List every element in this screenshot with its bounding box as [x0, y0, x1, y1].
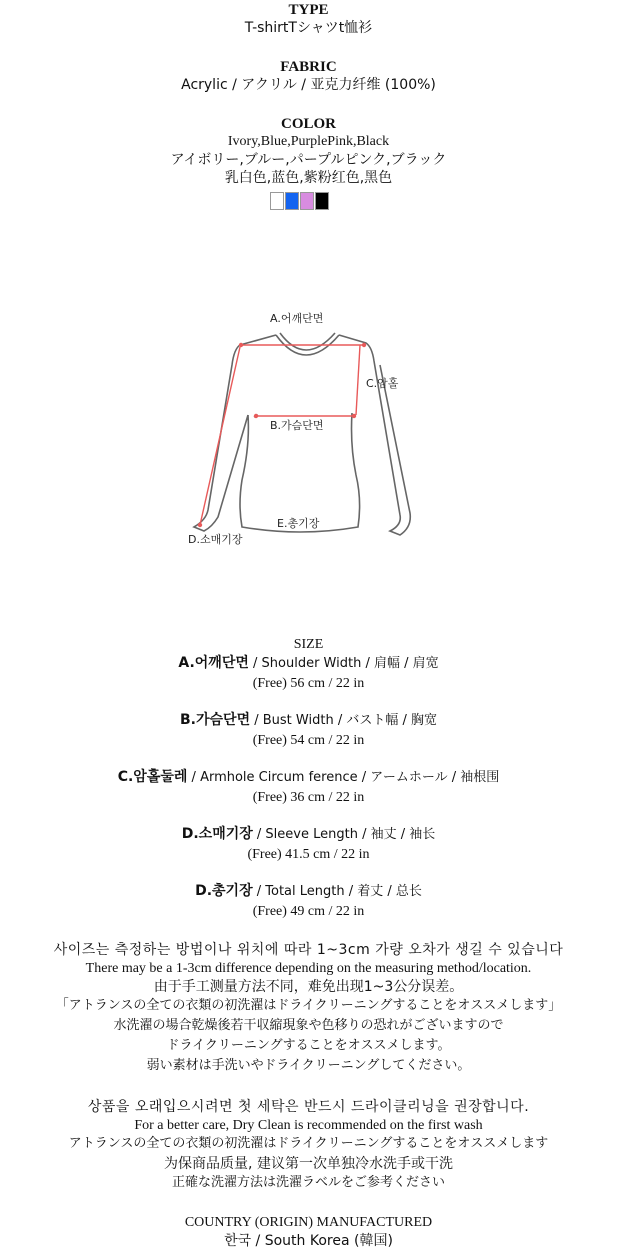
diagram-label-b: B.가슴단면 [270, 419, 324, 432]
size-item-value: (Free) 36 cm / 22 in [252, 790, 365, 805]
care-ko: 상품을 오래입으시려면 첫 세탁은 반드시 드라이클리닝을 권장합니다. [87, 1099, 530, 1115]
color-line-en: Ivory,Blue,PurplePink,Black [227, 134, 390, 149]
care-zh: 为保商品质量, 建议第一次单独冷水洗手或干洗 [164, 1156, 453, 1172]
note-ko: 사이즈는 측정하는 방법이나 위치에 따라 1~3cm 가량 오차가 생길 수 있습니다 [53, 942, 564, 958]
note-zh: 由于手工测量方法不同，难免出现1~3公分误差。 [153, 979, 464, 995]
diagram-label-e: E.총기장 [277, 517, 320, 530]
size-item-value: (Free) 54 cm / 22 in [252, 733, 365, 748]
size-item-code: D.소매기장 [181, 826, 253, 842]
color-swatches [270, 192, 329, 210]
size-item-code: A.어깨단면 [178, 655, 249, 671]
note-ja-4: 弱い素材は手洗いやドライクリーニングしてください。 [146, 1058, 471, 1073]
fabric-value: Acrylic / アクリル / 亚克力纤维 (100%) [181, 77, 436, 93]
note-en: There may be a 1-3cm difference depending on the measuring method/location. [85, 961, 532, 976]
size-item-value: (Free) 41.5 cm / 22 in [247, 847, 370, 862]
color-heading: COLOR [280, 116, 336, 132]
size-heading: SIZE [293, 637, 324, 652]
size-item-d [0, 825, 617, 844]
size-item-a [0, 654, 617, 673]
size-item-code: D.총기장 [195, 883, 253, 899]
size-item-value: (Free) 49 cm / 22 in [252, 904, 365, 919]
type-heading: TYPE [288, 2, 329, 18]
size-item-desc: / Bust Width / バスト幅 / 胸宽 [250, 713, 437, 728]
measurement-diagram [180, 305, 420, 555]
size-item-value: (Free) 56 cm / 22 in [252, 676, 365, 691]
origin-value: 한국 / South Korea (韓国) [224, 1233, 393, 1249]
care-ja: アトランスの全ての衣類の初洗濯はドライクリーニングすることをオススメします [68, 1136, 549, 1151]
tshirt-sketch-icon [180, 305, 420, 555]
size-item-e [0, 882, 617, 901]
color-swatch-black [315, 192, 329, 210]
note-ja-1: 「アトランスの全ての衣類の初洗濯はドライクリーニングすることをオススメします」 [55, 998, 562, 1013]
color-swatch-ivory [270, 192, 284, 210]
note-ja-2: 水洗濯の場合乾燥後若干収縮現象や色移りの恐れがございますので [113, 1018, 504, 1033]
size-item-desc: / Sleeve Length / 袖丈 / 袖长 [252, 827, 436, 842]
color-swatch-purplepink [300, 192, 314, 210]
type-value: T-shirtTシャツt恤衫 [244, 20, 373, 36]
origin-heading: COUNTRY (ORIGIN) MANUFACTURED [184, 1215, 433, 1230]
color-line-ja: アイボリー,ブルー,パープルピンク,ブラック [170, 152, 447, 168]
care-en: For a better care, Dry Clean is recommended on the first wash [134, 1118, 483, 1133]
size-item-b [0, 711, 617, 730]
size-item-desc: / Armhole Circum ference / アームホール / 袖根围 [187, 770, 500, 785]
size-item-c [0, 768, 617, 787]
care-ja-2: 正確な洗濯方法は洗濯ラベルをご参考ください [171, 1175, 445, 1190]
diagram-label-a: A.어깨단면 [270, 312, 324, 325]
diagram-label-d: D.소매기장 [188, 533, 243, 546]
size-item-desc: / Total Length / 着丈 / 总长 [252, 884, 422, 899]
note-ja-3: ドライクリーニングすることをオススメします。 [166, 1038, 451, 1053]
color-swatch-blue [285, 192, 299, 210]
size-item-desc: / Shoulder Width / 肩幅 / 肩宽 [248, 656, 439, 671]
fabric-heading: FABRIC [280, 59, 337, 75]
color-line-zh: 乳白色,蓝色,紫粉红色,黑色 [224, 170, 393, 186]
size-item-code: C.암홀둘레 [117, 769, 188, 785]
size-item-code: B.가슴단면 [180, 712, 251, 728]
diagram-label-c: C.암홀 [366, 377, 399, 390]
